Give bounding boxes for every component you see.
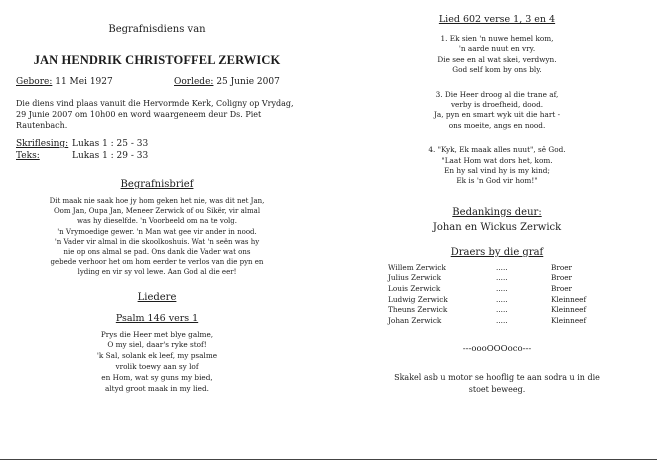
hymn-verse [352, 34, 642, 76]
letter-line: Oom Jan, Oupa Jan, Meneer Zerwick of ou Sikër, vir almal [53, 207, 261, 216]
verse-line: 4. "Kyk, Ek maak alles nuut", sê God. [428, 145, 566, 155]
verse-line: God self kom by ons bly. [452, 65, 542, 75]
letter-line: Dit maak nie saak hoe jy hom geken het nie, was dit net Jan, [49, 197, 265, 205]
letter-line: 'n Vader vir almal in die skoolkoshuis. Wat 'n seën was hy [54, 237, 260, 246]
bearer-relation: Kleinneef [551, 315, 587, 325]
text-label: Teks: [16, 151, 40, 161]
page-edge-line [0, 459, 657, 460]
bearers-table [388, 263, 586, 327]
closing-line: Skakel asb u motor se hooflig te aan sodra u in die [394, 373, 600, 383]
hymn-verse [352, 90, 642, 132]
verse-line: "Laat Hom wat dors het, kom. [441, 155, 553, 165]
hymn-heading: Lied 602 verse 1, 3 en 4 [438, 14, 556, 25]
letter-line: gebede verhoor het om hom eerder te verlos van die pyn en [50, 258, 264, 267]
psalm-line: 'k Sal, solank ek leef, my psalme [96, 351, 218, 361]
died-label: Oorlede: [174, 77, 214, 87]
died-value: 25 Junie 2007 [216, 77, 280, 87]
bearer-name: Louis Zerwick [388, 284, 441, 294]
program-header: Begrafnisdiens van [108, 24, 206, 35]
verse-line: 1. Ek sien 'n nuwe hemel kom, [440, 34, 554, 43]
letter-body [14, 196, 300, 278]
bearers-heading: Draers by die graf [450, 246, 544, 258]
thanks-names: Johan en Wickus Zerwick [432, 221, 562, 233]
verse-line: Ja, pyn en smart wyk uit die hart - [433, 110, 561, 120]
verse-line: Ek is 'n God vir hom!" [456, 176, 538, 186]
bearer-relation: Broer [551, 273, 573, 283]
letter-heading: Begrafnisbrief [120, 179, 194, 190]
psalm-line: altyd groot maak in my lied. [105, 383, 209, 393]
hymn-verse [352, 145, 642, 187]
table-row [388, 305, 586, 316]
verse-line: 'n aarde nuut en vry. [458, 44, 536, 54]
psalm-heading: Psalm 146 vers 1 [115, 312, 199, 324]
psalm-text [14, 330, 300, 395]
bearer-relation: Kleinneef [551, 305, 587, 315]
psalm-line: en Hom, wat sy guns my bied, [101, 372, 213, 382]
table-row [388, 295, 586, 306]
songs-heading: Liedere [137, 291, 177, 303]
text-value: Lukas 1 : 29 - 33 [72, 151, 149, 161]
bearer-relation: Kleinneef [551, 294, 587, 304]
bearer-name: Willem Zerwick [388, 262, 446, 272]
verse-line: En hy sal vind hy is my kind; [444, 166, 550, 176]
service-details: Die diens vind plaas vanuit die Hervormde Kerk, Coligny op Vrydag, 29 Junie 2007 om 10h00 en word waargeneem deur Ds. Piet Rautenbach. [16, 99, 294, 130]
letter-line: 'n Vrymoedige gewer. 'n Man wat gee vir ander in nood. [57, 227, 257, 236]
right-column [352, 14, 642, 396]
table-row [388, 316, 586, 327]
bearer-dots: ..... [496, 294, 508, 304]
verse-line: ons moeite, angs en nood. [448, 120, 546, 130]
psalm-line: O my siel, daar's ryke stof! [107, 340, 207, 350]
verse-line: 3. Die Heer droog al die trane af, [435, 89, 559, 99]
bearer-dots: ..... [496, 305, 508, 315]
letter-line: nie op ons almal se pad. Ons dank die Vader wat ons [63, 248, 251, 257]
bearer-dots: ..... [496, 315, 508, 325]
born-label: Gebore: [16, 77, 53, 87]
thanks-heading: Bedankings deur: [452, 206, 542, 218]
ornament-divider: ---oooOOOoco--- [462, 344, 532, 355]
table-row [388, 273, 586, 284]
bearer-dots: ..... [496, 262, 508, 272]
scripture-value: Lukas 1 : 25 - 33 [72, 139, 149, 149]
scripture-block [14, 139, 300, 163]
bearer-name: Johan Zerwick [388, 315, 442, 325]
table-row [388, 284, 586, 295]
verse-line: Die see en al wat skei, verdwyn. [437, 54, 557, 64]
left-column [14, 24, 300, 394]
scripture-label: Skriflesing: [16, 139, 69, 149]
closing-line: stoet beweeg. [468, 385, 526, 395]
psalm-line: vrolik toewy aan sy lof [115, 362, 199, 372]
psalm-line: Prys die Heer met blye galme, [100, 329, 214, 339]
closing-note [352, 372, 642, 396]
deceased-name: JAN HENDRIK CHRISTOFFEL ZERWICK [33, 53, 281, 67]
bearer-dots: ..... [496, 284, 508, 294]
bearer-name: Theuns Zerwick [388, 305, 448, 315]
table-row [388, 263, 586, 274]
bearer-relation: Broer [551, 284, 573, 294]
dates-row [14, 77, 300, 91]
bearer-relation: Broer [551, 262, 573, 272]
verse-line: verby is droefheid, dood. [450, 100, 544, 110]
letter-line: was hy dieselfde. 'n Voorbeeld om na te volg. [76, 217, 237, 226]
hymn-verses [352, 34, 642, 187]
bearer-name: Ludwig Zerwick [388, 294, 448, 304]
bearer-dots: ..... [496, 273, 508, 283]
born-value: 11 Mei 1927 [55, 77, 113, 87]
bearer-name: Julius Zerwick [388, 273, 442, 283]
letter-line: lyding en vir sy vol lewe. Aan God al die eer! [77, 268, 237, 277]
